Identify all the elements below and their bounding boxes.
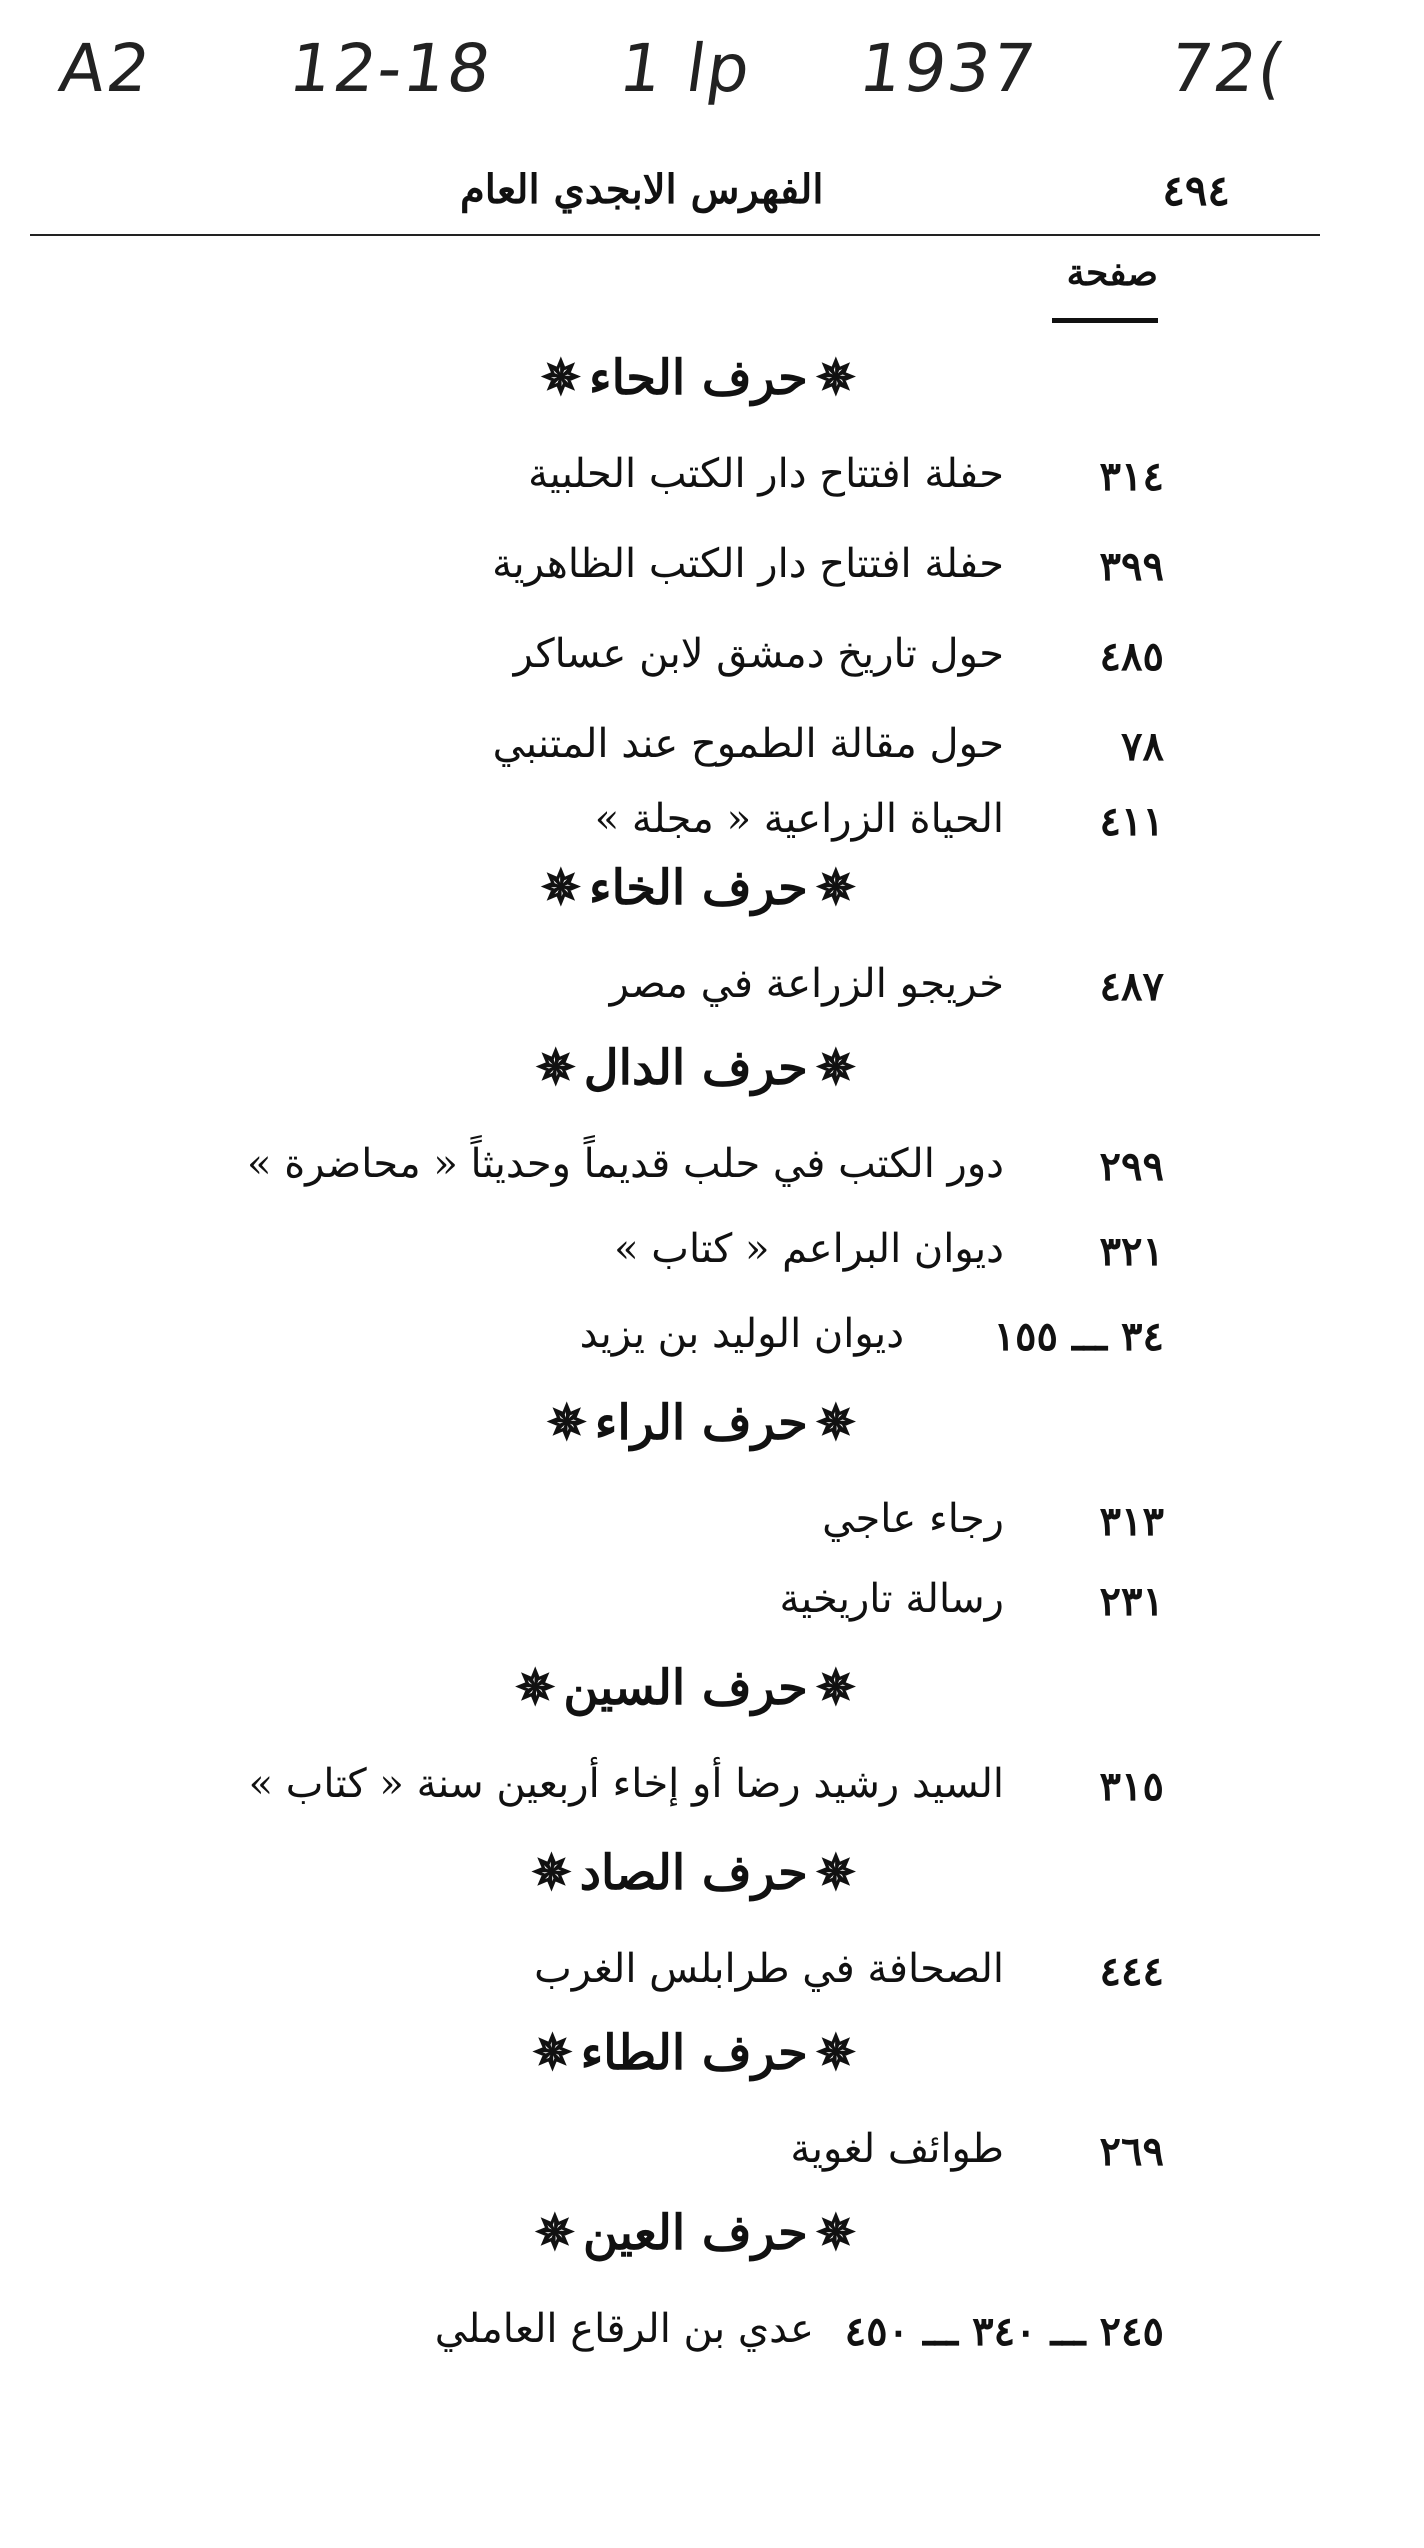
entry-page-number: ٤٤٤ xyxy=(1099,1948,1164,1995)
entry-page-number: ٣١٣ xyxy=(1099,1498,1164,1545)
entry-title: رجاء عاجي xyxy=(822,1496,1004,1542)
ornament-icon: ✵ xyxy=(815,1660,856,1716)
handwritten-annotation xyxy=(54,30,1340,130)
section-heading-text: حرف الراء xyxy=(594,1395,808,1451)
entry-page-number: ٢٦٩ xyxy=(1099,2128,1164,2175)
ornament-icon: ✵ xyxy=(532,2025,573,2081)
entry-title: طوائف لغوية xyxy=(790,2126,1004,2172)
index-entry xyxy=(0,1135,1424,1205)
entry-page-number: ٧٨ xyxy=(1121,723,1164,770)
ornament-icon: ✵ xyxy=(815,860,856,916)
entry-page-number: ٣٢١ xyxy=(1099,1228,1164,1275)
index-entry xyxy=(0,445,1424,515)
section-heading-text: حرف الطاء xyxy=(580,2025,808,2081)
entry-title: حول مقالة الطموح عند المتنبي xyxy=(492,721,1004,767)
entry-title: حول تاريخ دمشق لابن عساكر xyxy=(513,631,1004,677)
entry-page-number: ٣١٥ xyxy=(1099,1763,1164,1810)
index-entry xyxy=(0,1570,1424,1640)
handwritten-text: 72( xyxy=(1164,30,1292,107)
handwritten-text: 1 lp xyxy=(614,30,757,107)
entry-title: دور الكتب في حلب قديماً وحديثاً « محاضرة » xyxy=(247,1141,1004,1187)
entry-title: عدي بن الرقاع العاملي xyxy=(434,2306,814,2352)
section-heading-text: حرف السين xyxy=(563,1660,808,1716)
index-entry xyxy=(0,2120,1424,2190)
section-heading-text: حرف الحاء xyxy=(589,350,808,406)
entry-title: خريجو الزراعة في مصر xyxy=(609,961,1004,1007)
entry-page-number: ٣٩٩ xyxy=(1099,543,1164,590)
section-heading-text: حرف الدال xyxy=(583,1040,808,1096)
section-heading xyxy=(533,350,864,406)
header-rule xyxy=(30,234,1320,236)
entry-page-number: ٢٤٥ ـــ ٣٤٠ ـــ ٤٥٠ xyxy=(844,2308,1164,2355)
entry-page-number: ٢٣١ xyxy=(1099,1578,1164,1625)
section-heading xyxy=(527,2205,864,2261)
ornament-icon: ✵ xyxy=(546,1395,587,1451)
ornament-icon: ✵ xyxy=(815,2025,856,2081)
column-label-underline xyxy=(1052,318,1158,323)
entry-title: حفلة افتتاح دار الكتب الظاهرية xyxy=(492,541,1004,587)
index-entry xyxy=(0,955,1424,1025)
handwritten-text: A2 xyxy=(54,30,157,107)
ornament-icon: ✵ xyxy=(815,1395,856,1451)
handwritten-text: 12-18 xyxy=(284,30,498,107)
page-number: ٤٩٤ xyxy=(1162,166,1230,215)
entry-page-number: ٣١٤ xyxy=(1099,453,1164,500)
entry-page-number: ٢٩٩ xyxy=(1099,1143,1164,1190)
ornament-icon: ✵ xyxy=(540,350,582,406)
section-heading-text: حرف الخاء xyxy=(589,860,808,916)
entry-title: حفلة افتتاح دار الكتب الحلبية xyxy=(528,451,1004,497)
index-entry xyxy=(0,2300,1424,2370)
section-heading-text: حرف الصاد xyxy=(579,1845,808,1901)
ornament-icon: ✵ xyxy=(815,350,856,406)
page-column-label: صفحة xyxy=(1066,252,1158,294)
section-heading-text: حرف العين xyxy=(583,2205,808,2261)
entry-page-number: ٤٨٧ xyxy=(1099,963,1164,1010)
entry-title: ديوان البراعم « كتاب » xyxy=(614,1226,1004,1272)
ornament-icon: ✵ xyxy=(535,1040,576,1096)
index-entry xyxy=(0,1940,1424,2010)
page-header xyxy=(30,160,1320,220)
entry-title: الصحافة في طرابلس الغرب xyxy=(534,1946,1004,1992)
section-heading xyxy=(528,1040,864,1096)
entry-page-number: ٤٨٥ xyxy=(1099,633,1164,680)
entry-title: السيد رشيد رضا أو إخاء أربعين سنة « كتاب » xyxy=(248,1761,1004,1807)
index-entry xyxy=(0,1755,1424,1825)
entry-title: الحياة الزراعية « مجلة » xyxy=(594,796,1004,842)
section-heading xyxy=(523,1845,864,1901)
ornament-icon: ✵ xyxy=(815,1845,856,1901)
ornament-icon: ✵ xyxy=(531,1845,572,1901)
entry-title: رسالة تاريخية xyxy=(779,1576,1004,1622)
index-entry xyxy=(0,1490,1424,1560)
index-entry xyxy=(0,715,1424,785)
index-entry xyxy=(0,625,1424,695)
index-entry xyxy=(0,790,1424,860)
ornament-icon: ✵ xyxy=(815,2205,856,2261)
ornament-icon: ✵ xyxy=(815,1040,856,1096)
section-heading xyxy=(539,1395,864,1451)
section-heading xyxy=(524,2025,864,2081)
section-heading xyxy=(533,860,864,916)
handwritten-text: 1937 xyxy=(854,30,1042,107)
ornament-icon: ✵ xyxy=(515,1660,556,1716)
index-entry xyxy=(0,535,1424,605)
index-entry xyxy=(0,1305,1424,1375)
entry-page-number: ٣٤ ـــ ١٥٥ xyxy=(993,1313,1164,1360)
ornament-icon: ✵ xyxy=(540,860,582,916)
section-heading xyxy=(507,1660,864,1716)
index-entry xyxy=(0,1220,1424,1290)
page-title: الفهرس الابجدي العام xyxy=(460,166,824,213)
entry-title: ديوان الوليد بن يزيد xyxy=(579,1311,904,1357)
ornament-icon: ✵ xyxy=(534,2205,576,2261)
entry-page-number: ٤١١ xyxy=(1099,798,1164,845)
